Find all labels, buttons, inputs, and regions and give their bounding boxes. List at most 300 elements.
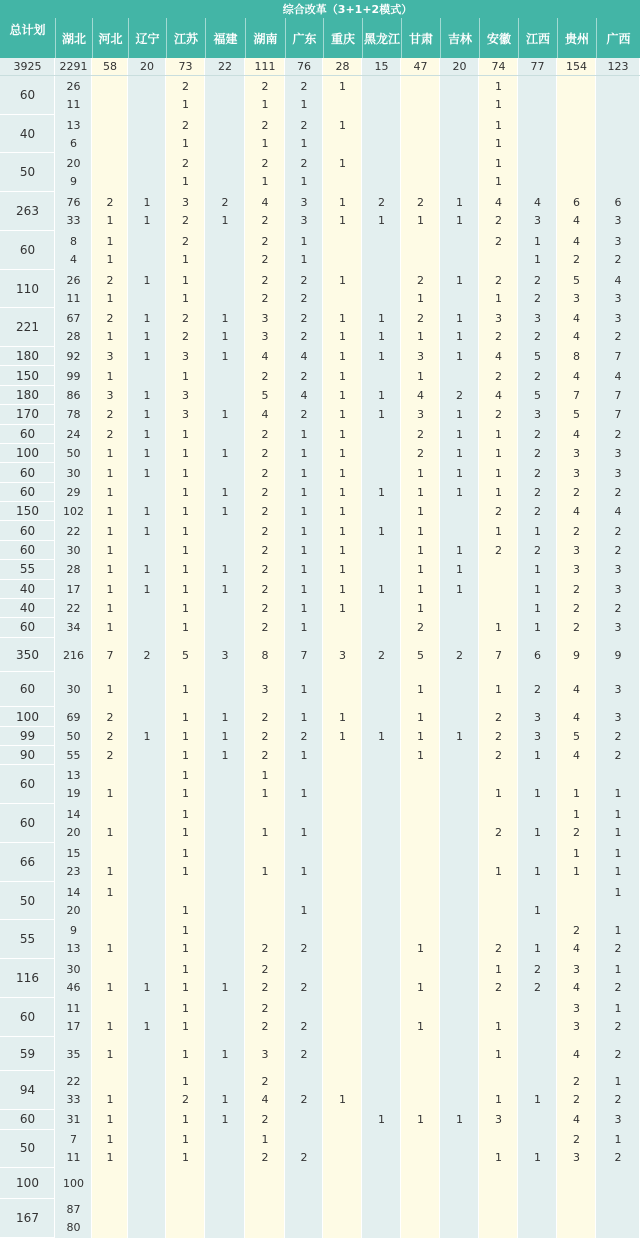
table-cell: 3 [614, 563, 622, 577]
table-cell: 3 [573, 447, 580, 461]
table-cell: 1 [182, 749, 189, 763]
table-cell: 1 [456, 427, 463, 441]
table-cell: 1 [182, 1151, 189, 1165]
table-cell: 2 [495, 942, 502, 956]
table-cell: 2 [534, 427, 541, 441]
province-header: 甘肃 [401, 18, 440, 58]
table-cell: 2 [182, 79, 189, 93]
table-cell: 2 [495, 749, 502, 763]
table-cell: 2 [261, 427, 269, 441]
table-cell: 78 [66, 408, 81, 422]
table-cell: 1 [495, 787, 502, 801]
table-cell: 3 [614, 291, 622, 305]
table-cell: 4 [261, 1093, 269, 1107]
table-cell: 1 [417, 369, 424, 383]
table-cell: 1 [182, 136, 189, 150]
group-total: 60 [0, 76, 55, 115]
table-cell: 1 [182, 924, 189, 938]
group-total: 60 [0, 231, 55, 270]
table-cell: 2 [534, 291, 541, 305]
table-cell: 2 [614, 980, 622, 994]
table-cell: 24 [66, 427, 81, 441]
table-cell: 2 [261, 962, 269, 976]
table-cell: 1 [143, 466, 151, 480]
table-cell: 1 [417, 980, 424, 994]
table-cell: 1 [534, 903, 541, 917]
table-cell: 2 [573, 524, 580, 538]
table-cell: 1 [261, 787, 269, 801]
province-total: 47 [401, 58, 440, 76]
table-cell: 1 [221, 729, 229, 743]
table-cell: 1 [339, 524, 346, 538]
table-cell: 1 [182, 1001, 189, 1015]
table-cell: 28 [66, 563, 81, 577]
table-cell: 1 [221, 563, 229, 577]
table-cell: 2 [261, 447, 269, 461]
table-cell: 2 [495, 273, 502, 287]
table-cell: 20 [66, 157, 81, 171]
table-cell: 1 [495, 97, 502, 111]
table-cell: 2 [182, 118, 189, 132]
table-cell: 4 [573, 427, 580, 441]
table-cell: 1 [221, 312, 229, 326]
table-cell: 2 [300, 312, 308, 326]
table-cell: 1 [339, 505, 346, 519]
table-cell: 1 [182, 485, 189, 499]
table-cell: 1 [300, 826, 308, 840]
table-cell: 4 [573, 330, 580, 344]
table-cell: 3 [614, 234, 622, 248]
table-cell: 2 [495, 826, 502, 840]
province-header: 贵州 [557, 18, 596, 58]
table-cell: 3 [106, 350, 114, 364]
table-cell: 1 [339, 729, 346, 743]
table-cell: 6 [573, 196, 580, 210]
table-cell: 102 [63, 505, 84, 519]
table-cell: 20 [66, 826, 81, 840]
group-total: 100 [0, 707, 55, 726]
table-cell: 2 [261, 1019, 269, 1033]
table-cell: 1 [456, 582, 463, 596]
table-cell: 2 [417, 427, 424, 441]
table-cell: 2 [300, 273, 308, 287]
table-cell: 2 [534, 273, 541, 287]
table-cell: 2 [106, 749, 114, 763]
table-cell: 1 [456, 330, 463, 344]
table-cell: 2 [573, 252, 580, 266]
table-cell: 1 [534, 942, 541, 956]
group-total: 116 [0, 959, 55, 998]
table-cell: 1 [339, 602, 346, 616]
table-cell: 1 [339, 350, 346, 364]
table-cell: 46 [66, 980, 81, 994]
table-cell: 1 [417, 749, 424, 763]
table-cell: 2 [300, 942, 308, 956]
table-cell: 1 [534, 234, 541, 248]
table-cell: 1 [106, 864, 114, 878]
table-cell: 1 [534, 252, 541, 266]
group-total: 60 [0, 765, 55, 804]
table-cell: 1 [182, 1019, 189, 1033]
province-header: 湖北 [55, 18, 92, 58]
table-cell: 2 [417, 621, 424, 635]
table-cell: 1 [495, 427, 502, 441]
table-cell: 2 [417, 312, 424, 326]
table-cell: 2 [573, 582, 580, 596]
table-cell: 1 [182, 273, 189, 287]
table-cell: 3 [534, 312, 541, 326]
table-cell: 3 [614, 1113, 622, 1127]
table-cell: 1 [182, 97, 189, 111]
table-cell: 1 [300, 683, 308, 697]
table-cell: 3 [573, 962, 580, 976]
table-cell: 14 [66, 808, 81, 822]
province-total: 20 [440, 58, 479, 76]
table-cell: 1 [182, 466, 189, 480]
table-cell: 1 [573, 808, 580, 822]
table-cell: 1 [456, 350, 463, 364]
table-cell: 3 [182, 389, 189, 403]
table-cell: 2 [300, 157, 308, 171]
table-cell: 4 [573, 942, 580, 956]
table-cell: 1 [378, 350, 385, 364]
table-cell: 3 [573, 1001, 580, 1015]
table-cell: 2 [495, 408, 502, 422]
table-cell: 2 [300, 408, 308, 422]
table-cell: 3 [534, 729, 541, 743]
table-cell: 1 [182, 252, 189, 266]
table-cell: 1 [106, 1133, 114, 1147]
table-cell: 2 [495, 330, 502, 344]
column-background [128, 0, 166, 1238]
table-cell: 1 [182, 175, 189, 189]
table-cell: 1 [106, 787, 114, 801]
table-cell: 2 [261, 563, 269, 577]
table-cell: 1 [300, 252, 308, 266]
table-cell: 1 [182, 524, 189, 538]
table-cell: 3 [573, 1151, 580, 1165]
table-cell: 1 [143, 408, 151, 422]
table-cell: 1 [495, 621, 502, 635]
table-cell: 1 [300, 749, 308, 763]
table-cell: 1 [143, 563, 151, 577]
table-cell: 1 [339, 214, 346, 228]
group-total: 59 [0, 1037, 55, 1072]
table-cell: 3 [614, 683, 622, 697]
table-cell: 3 [573, 466, 580, 480]
table-cell: 2 [261, 291, 269, 305]
table-cell: 1 [300, 563, 308, 577]
table-cell: 1 [182, 1133, 189, 1147]
table-cell: 1 [339, 427, 346, 441]
table-cell: 1 [182, 729, 189, 743]
table-cell: 1 [417, 330, 424, 344]
table-cell: 1 [106, 980, 114, 994]
table-cell: 1 [182, 769, 189, 783]
group-total: 60 [0, 804, 55, 843]
table-cell: 7 [614, 389, 622, 403]
table-cell: 1 [182, 962, 189, 976]
table-cell: 4 [495, 196, 502, 210]
table-cell: 3 [261, 312, 269, 326]
table-cell: 1 [456, 447, 463, 461]
table-cell: 3 [417, 350, 424, 364]
group-total: 60 [0, 463, 55, 482]
table-cell: 3 [614, 466, 622, 480]
table-cell: 4 [417, 389, 424, 403]
table-cell: 2 [534, 369, 541, 383]
table-cell: 99 [66, 369, 81, 383]
table-cell: 7 [300, 648, 308, 662]
table-cell: 2 [534, 447, 541, 461]
group-total: 60 [0, 425, 55, 444]
table-cell: 1 [614, 962, 622, 976]
table-cell: 4 [573, 980, 580, 994]
table-cell: 1 [534, 749, 541, 763]
group-total: 167 [0, 1199, 55, 1238]
province-header: 江西 [518, 18, 557, 58]
column-background [440, 0, 479, 1238]
table-cell: 1 [300, 710, 308, 724]
table-cell: 2 [417, 273, 424, 287]
group-total: 60 [0, 541, 55, 560]
table-cell: 1 [143, 427, 151, 441]
table-cell: 1 [300, 175, 308, 189]
table-cell: 1 [106, 330, 114, 344]
table-cell: 1 [495, 485, 502, 499]
table-cell: 1 [182, 291, 189, 305]
table-cell: 1 [221, 1113, 229, 1127]
table-cell: 2 [614, 1047, 622, 1061]
table-cell: 3 [339, 648, 346, 662]
province-total: 20 [128, 58, 166, 76]
table-cell: 2 [300, 330, 308, 344]
table-cell: 1 [182, 563, 189, 577]
table-cell: 1 [495, 1047, 502, 1061]
table-cell: 5 [417, 648, 424, 662]
province-total: 73 [166, 58, 205, 76]
table-cell: 4 [573, 683, 580, 697]
table-cell: 2 [614, 1019, 622, 1033]
table-cell: 1 [143, 330, 151, 344]
table-cell: 1 [417, 683, 424, 697]
table-cell: 3 [261, 683, 269, 697]
table-cell: 2 [573, 826, 580, 840]
table-cell: 1 [378, 312, 385, 326]
group-total: 60 [0, 521, 55, 540]
table-cell: 1 [221, 980, 229, 994]
table-cell: 2 [182, 234, 189, 248]
table-cell: 1 [534, 864, 541, 878]
table-cell: 2 [573, 924, 580, 938]
table-cell: 2 [573, 1093, 580, 1107]
table-cell: 26 [66, 273, 81, 287]
table-cell: 1 [300, 787, 308, 801]
table-cell: 2 [417, 447, 424, 461]
province-total: 22 [205, 58, 245, 76]
table-cell: 1 [221, 1047, 229, 1061]
table-cell: 13 [66, 942, 81, 956]
table-cell: 11 [66, 97, 81, 111]
table-cell: 1 [106, 885, 114, 899]
table-cell: 1 [143, 196, 151, 210]
table-cell: 2 [614, 1093, 622, 1107]
table-cell: 1 [534, 563, 541, 577]
table-cell: 2 [614, 524, 622, 538]
group-total: 350 [0, 638, 55, 673]
table-cell: 6 [534, 648, 541, 662]
group-total: 50 [0, 1130, 55, 1169]
total-plan-header: 总计划 [9, 22, 46, 37]
group-total: 60 [0, 618, 55, 637]
table-cell: 2 [495, 980, 502, 994]
table-cell: 2 [261, 942, 269, 956]
table-cell: 1 [106, 1151, 114, 1165]
table-cell: 1 [495, 291, 502, 305]
table-cell: 1 [143, 273, 151, 287]
table-cell: 11 [66, 1001, 81, 1015]
table-cell: 1 [417, 582, 424, 596]
table-cell: 30 [66, 962, 81, 976]
table-cell: 1 [417, 466, 424, 480]
table-cell: 3 [182, 408, 189, 422]
table-cell: 216 [63, 648, 84, 662]
table-cell: 2 [614, 252, 622, 266]
table-cell: 2 [378, 648, 385, 662]
table-cell: 3 [495, 312, 502, 326]
group-total: 55 [0, 920, 55, 959]
table-cell: 9 [614, 648, 622, 662]
table-cell: 2 [182, 1093, 189, 1107]
table-cell: 3 [614, 214, 622, 228]
table-cell: 3 [573, 563, 580, 577]
table-cell: 1 [417, 729, 424, 743]
table-cell: 1 [261, 1133, 269, 1147]
group-total: 94 [0, 1071, 55, 1110]
table-cell: 1 [339, 1093, 346, 1107]
table-cell: 4 [614, 505, 622, 519]
table-cell: 2 [261, 1001, 269, 1015]
table-cell: 1 [300, 582, 308, 596]
table-cell: 2 [261, 543, 269, 557]
group-total: 40 [0, 115, 55, 154]
table-cell: 3 [573, 1019, 580, 1033]
table-cell: 8 [573, 350, 580, 364]
table-cell: 1 [456, 273, 463, 287]
table-cell: 2 [495, 369, 502, 383]
table-cell: 2 [106, 273, 114, 287]
table-cell: 1 [106, 582, 114, 596]
table-cell: 1 [573, 864, 580, 878]
table-cell: 1 [339, 273, 346, 287]
table-cell: 2 [378, 196, 385, 210]
group-total: 180 [0, 386, 55, 405]
table-cell: 1 [339, 408, 346, 422]
table-cell: 1 [339, 563, 346, 577]
table-cell: 1 [221, 749, 229, 763]
group-total: 263 [0, 192, 55, 231]
table-cell: 1 [300, 97, 308, 111]
table-cell: 2 [221, 196, 229, 210]
table-cell: 1 [417, 602, 424, 616]
table-cell: 4 [573, 1113, 580, 1127]
table-cell: 2 [300, 980, 308, 994]
table-cell: 1 [182, 808, 189, 822]
table-cell: 2 [106, 427, 114, 441]
table-cell: 2 [614, 942, 622, 956]
table-cell: 14 [66, 885, 81, 899]
table-cell: 69 [66, 710, 81, 724]
table-cell: 2 [261, 485, 269, 499]
table-cell: 87 [66, 1203, 81, 1217]
table-cell: 1 [417, 524, 424, 538]
table-cell: 2 [456, 648, 463, 662]
table-cell: 1 [221, 350, 229, 364]
table-cell: 4 [261, 350, 269, 364]
table-cell: 1 [456, 729, 463, 743]
table-cell: 1 [261, 864, 269, 878]
table-cell: 1 [339, 710, 346, 724]
table-cell: 1 [182, 621, 189, 635]
table-cell: 17 [66, 582, 81, 596]
table-cell: 3 [534, 408, 541, 422]
table-cell: 5 [573, 408, 580, 422]
table-cell: 30 [66, 543, 81, 557]
table-cell: 7 [495, 648, 502, 662]
group-total: 150 [0, 502, 55, 521]
table-cell: 2 [261, 157, 269, 171]
table-cell: 34 [66, 621, 81, 635]
table-cell: 1 [495, 118, 502, 132]
table-cell: 1 [106, 602, 114, 616]
table-cell: 1 [456, 543, 463, 557]
table-cell: 1 [300, 543, 308, 557]
table-cell: 1 [106, 505, 114, 519]
group-total: 180 [0, 347, 55, 366]
table-cell: 1 [417, 291, 424, 305]
province-header: 江苏 [166, 18, 205, 58]
table-cell: 1 [378, 389, 385, 403]
table-cell: 2 [261, 602, 269, 616]
table-cell: 1 [182, 710, 189, 724]
table-cell: 2 [261, 214, 269, 228]
table-cell: 20 [66, 903, 81, 917]
table-cell: 1 [339, 79, 346, 93]
group-total: 60 [0, 483, 55, 502]
table-cell: 5 [261, 389, 269, 403]
table-cell: 1 [182, 864, 189, 878]
table-cell: 4 [300, 389, 308, 403]
table-cell: 4 [573, 749, 580, 763]
table-cell: 1 [300, 447, 308, 461]
table-cell: 1 [182, 683, 189, 697]
table-cell: 1 [143, 524, 151, 538]
table-cell: 1 [106, 291, 114, 305]
table-cell: 2 [534, 962, 541, 976]
table-cell: 1 [182, 582, 189, 596]
table-cell: 1 [339, 157, 346, 171]
province-total: 58 [92, 58, 128, 76]
group-total: 66 [0, 843, 55, 882]
table-cell: 4 [614, 273, 622, 287]
table-cell: 4 [573, 312, 580, 326]
province-header: 湖南 [245, 18, 285, 58]
table-cell: 1 [182, 427, 189, 441]
table-cell: 1 [300, 505, 308, 519]
table-cell: 1 [221, 447, 229, 461]
table-cell: 2 [261, 505, 269, 519]
table-cell: 2 [261, 1113, 269, 1127]
